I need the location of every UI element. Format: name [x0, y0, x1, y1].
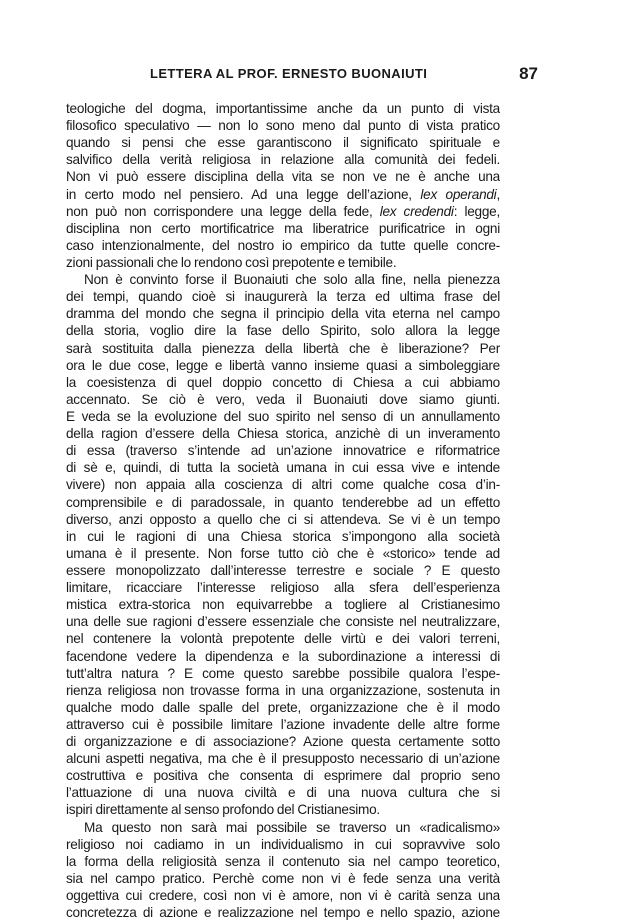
text-line: in cui le ragioni di una Chiesa storica s’impongono alla società	[66, 528, 500, 544]
text-line: umana è il presente. Non forse tutto ciò che è «storico» tende ad	[66, 545, 500, 561]
text-line: facendone vedere la dipendenza e la subordinazione a interessi di	[66, 648, 500, 664]
text-line: filosofico speculativo — non lo sono meno dal punto di vista pratico	[66, 118, 500, 134]
text-line: attraverso cui è possibile limitare l’azione invadente delle altre forme	[66, 716, 500, 732]
text-line: di sè e, quindi, di tutta la società umana in cui essa vive e intende	[66, 460, 500, 476]
text-line: accennato. Se ciò è vero, veda il Buonaiuti dove siamo giunti.	[66, 391, 500, 407]
text-line: oggettiva cui credere, così non vi è amore, non vi è carità senza una	[66, 888, 500, 904]
latin-phrase: lex operandi	[420, 186, 497, 202]
text-line: nel contenere la volontà prepotente delle virtù e dei valori terreni,	[66, 631, 500, 647]
text-line: rienza religiosa non trovasse forma in una organizzazione, sostenuta in	[66, 682, 500, 698]
text-line: la coesistenza di quel doppio concetto di Chiesa a cui abbiamo	[66, 374, 500, 390]
text-line: concretezza di azione e realizzazione nel tempo e nello spazio, azione	[66, 905, 500, 921]
text-line: dramma del mondo che segna il principio della vita eterna nel campo	[66, 306, 500, 322]
text-line: E veda se la evoluzione del suo spirito nel senso di un annullamento	[66, 408, 500, 424]
text-line: salvifico della verità religiosa in relazione alla comunità dei fedeli.	[66, 152, 500, 168]
text-line: zioni passionali che lo rendono così prepotente e temibile.	[66, 254, 397, 270]
text-line: teologiche del dogma, importantissime anche da un punto di vista	[66, 101, 500, 116]
text-line: Ma questo non sarà mai possibile se traverso un «radicalismo»	[84, 819, 500, 835]
text-line: limitare, ricacciare l’interesse religioso alla sfera dell’esperienza	[66, 580, 500, 596]
running-header	[90, 64, 538, 88]
text-line: di essa (traverso s’intende ad un’azione innovatrice e riformatrice	[66, 443, 500, 459]
text-line: sarà sostituita dalla pienezza della libertà che è liberazione? Per	[66, 340, 500, 356]
text-line: ora le due cose, legge e libertà vanno insieme quasi a simboleggiare	[66, 357, 500, 373]
text-line: disciplina non certo mortificatrice ma liberatrice purificatrice in ogni	[66, 220, 500, 236]
text-line: della storia, voglio dire la fase dello Spirito, solo allora la legge	[66, 323, 500, 339]
text-line: l’attuazione di una nuova civiltà e di una nuova cultura che si	[66, 785, 500, 801]
text-line: in certo modo nel pensiero. Ad una legge dell’azione, lex operandi,	[66, 186, 500, 202]
text-line: caso intenzionalmente, del nostro io empirico da tutte quelle concre-	[66, 237, 500, 253]
text-line: non può non corrispondere una legge della fede, lex credendi: legge,	[66, 203, 500, 219]
text-line: di organizzazione e di associazione? Azione questa certamente sotto	[66, 734, 500, 750]
text-line: diverso, anzi opposto a quello che ci si attendeva. Se vi è un tempo	[66, 511, 500, 527]
body-text	[66, 100, 500, 921]
text-line: religioso noi cadiamo in un individualismo in cui sopravvive solo	[66, 836, 500, 852]
text-line: quando si pensi che esse garantiscono il significato spirituale e	[66, 135, 500, 151]
text-line: costruttiva e positiva che consenta di esprimere dal proprio seno	[66, 768, 500, 784]
text-line: comprensibile e di paradossale, in quanto tenderebbe ad un effetto	[66, 494, 500, 510]
running-head-title: LETTERA AL PROF. ERNESTO BUONAIUTI	[150, 66, 428, 81]
text-line: mistica extra-storica non equivarrebbe a togliere al Cristianesimo	[66, 597, 500, 613]
text-line: ispiri direttamente al senso profondo del Cristianesimo.	[66, 802, 380, 818]
text-line: alcuni aspetti negativa, ma che è il presupposto necessario di un’azione	[66, 751, 500, 767]
text-line: Non è convinto forse il Buonaiuti che solo alla fine, nella pienezza	[84, 272, 500, 288]
text-line: la forma della religiosità senza il contenuto sia nel campo teoretico,	[66, 853, 500, 869]
page-number: 87	[519, 64, 538, 83]
text-line: vivere) non appaia alla coscienza di altri come qualche cosa d’in-	[66, 477, 500, 493]
text-line: della ragion d’essere della Chiesa storica, anzichè di un inveramento	[66, 426, 500, 442]
text-line: qualche modo dalle spalle del prete, organizzazione che è il modo	[66, 699, 500, 715]
text-line: tutt’altra natura ? E come questo sarebbe possibile qualora l’espe-	[66, 665, 500, 681]
text-line: una delle sue ragioni d’essere essenziale che consiste nel neutralizzare,	[66, 614, 500, 630]
latin-phrase: lex credendi	[379, 203, 454, 219]
text-line: dei tempi, quando cioè si inaugurerà la terza ed ultima frase del	[66, 289, 500, 305]
text-line: essere monopolizzato dall’interesse terrestre e sociale ? E questo	[66, 562, 500, 578]
text-line: Non vi può essere disciplina della vita se non ve ne è anche una	[66, 169, 500, 185]
text-line: sia nel campo pratico. Perchè come non vi è fede senza una verità	[66, 870, 500, 886]
